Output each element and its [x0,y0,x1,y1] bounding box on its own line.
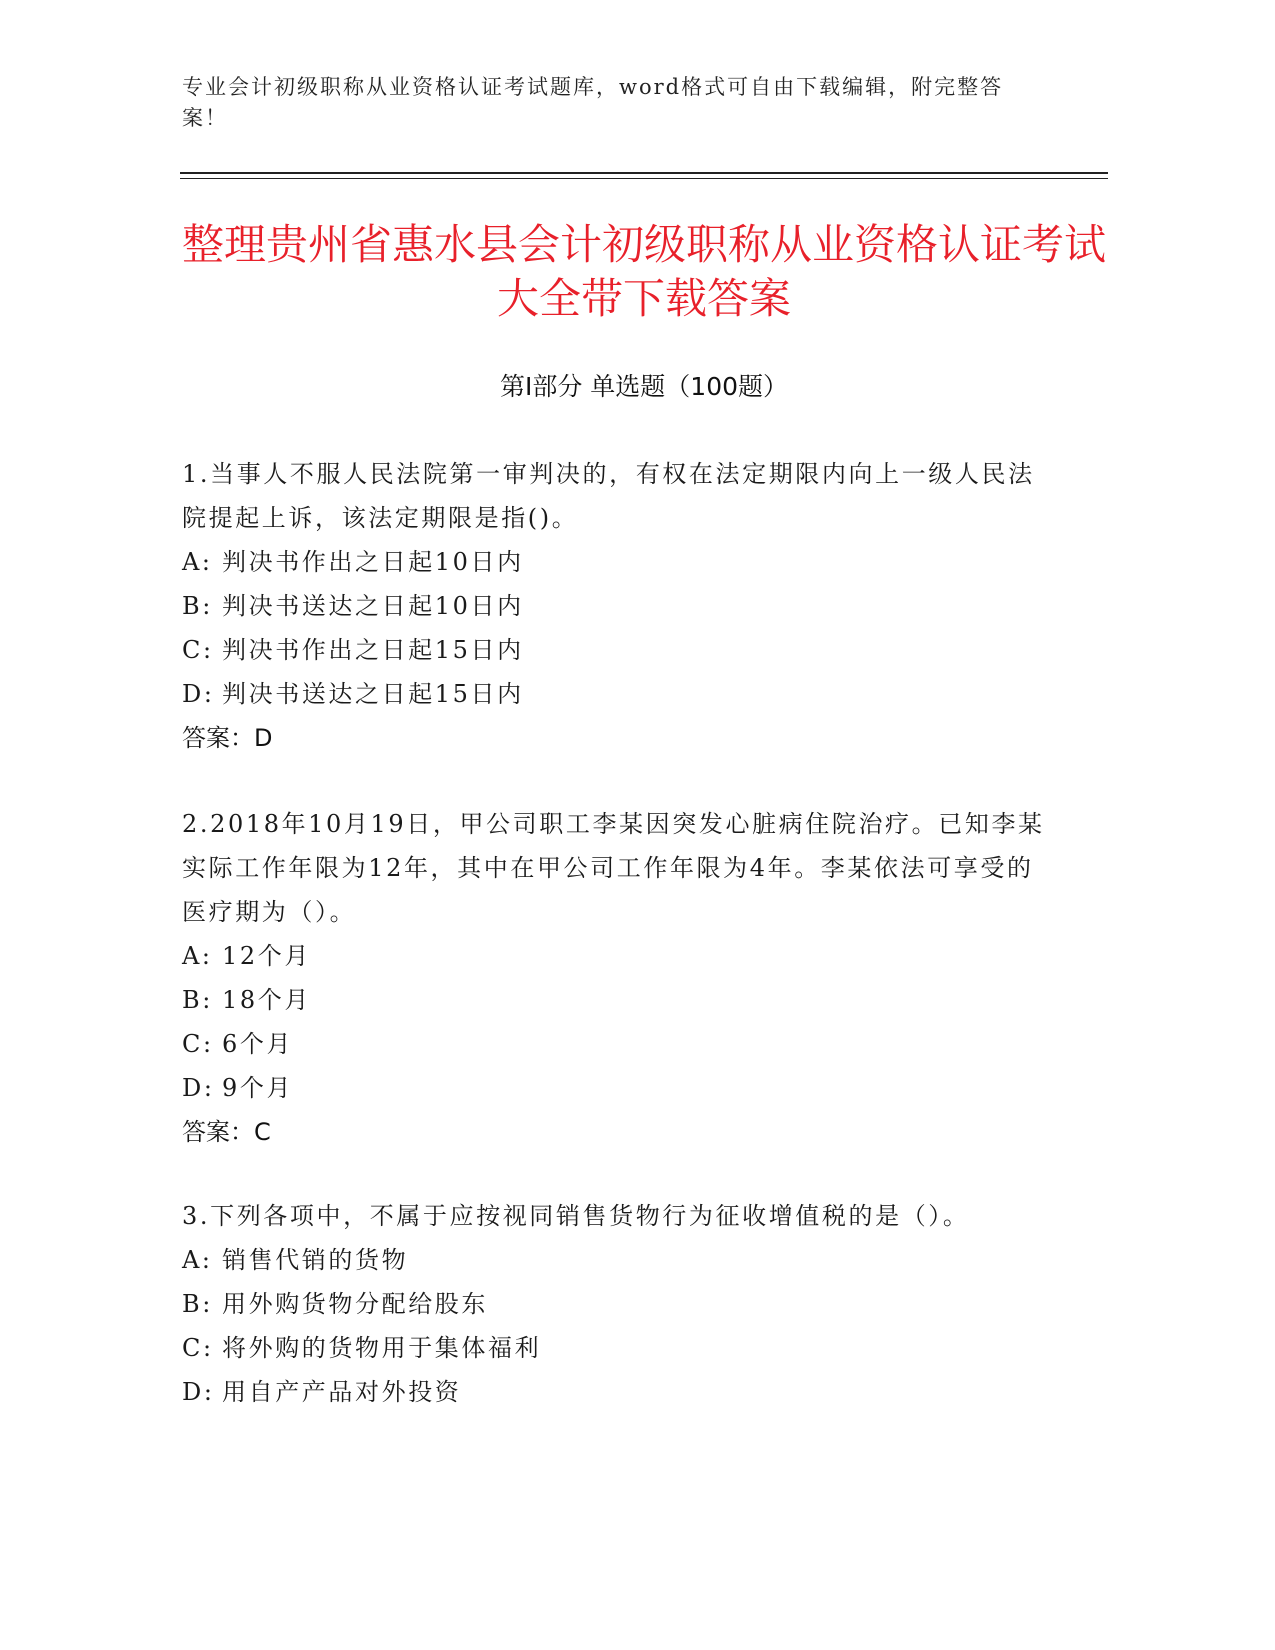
option-key: C: [182,1030,214,1058]
question-stem: 1.当事人不服人民法院第一审判决的，有权在法定期限内向上一级人民法院提起上诉，该法定期限是指()。 [182,460,1035,532]
option-text: 判决书作出之日起10日内 [222,548,524,576]
option-a[interactable] [182,1238,1052,1282]
option-text: 12个月 [222,942,311,970]
option-key: B: [182,1290,213,1318]
option-key: A: [182,1246,213,1274]
option-text: 用外购货物分配给股东 [222,1290,488,1318]
option-c[interactable] [182,1326,1052,1370]
option-text: 判决书送达之日起10日内 [222,592,524,620]
option-key: A: [182,548,213,576]
option-key: D: [182,1378,215,1406]
header-note: 专业会计初级职称从业资格认证考试题库，word格式可自由下载编辑，附完整答案！ [182,75,1004,130]
option-d[interactable] [182,1370,1052,1414]
answer-line: 答案：D [182,724,273,752]
option-text: 用自产产品对外投资 [222,1378,462,1406]
question-1 [182,452,1052,760]
option-text: 9个月 [222,1074,294,1102]
option-c[interactable] [182,1022,1052,1066]
section-heading: 第Ⅰ部分 单选题（100题） [499,372,789,401]
question-2 [182,802,1052,1154]
option-key: C: [182,636,214,664]
option-key: C: [182,1334,214,1362]
option-b[interactable] [182,584,1052,628]
question-stem: 3.下列各项中，不属于应按视同销售货物行为征收增值税的是（）。 [182,1202,970,1230]
option-d[interactable] [182,672,1052,716]
option-b[interactable] [182,978,1052,1022]
option-text: 18个月 [222,986,311,1014]
option-key: B: [182,592,213,620]
question-stem: 2.2018年10月19日，甲公司职工李某因突发心脏病住院治疗。已知李某实际工作年限为12年，其中在甲公司工作年限为4年。李某依法可享受的医疗期为（）。 [182,810,1045,926]
option-text: 将外购的货物用于集体福利 [222,1334,542,1362]
option-text: 6个月 [222,1030,294,1058]
option-key: B: [182,986,213,1014]
option-b[interactable] [182,1282,1052,1326]
option-key: D: [182,680,215,708]
option-text: 判决书作出之日起15日内 [222,636,524,664]
option-key: A: [182,942,213,970]
document-title: 整理贵州省惠水县会计初级职称从业资格认证考试大全带下载答案 [181,220,1106,323]
option-c[interactable] [182,628,1052,672]
option-d[interactable] [182,1066,1052,1110]
option-a[interactable] [182,934,1052,978]
answer-line: 答案：C [182,1118,271,1146]
option-text: 销售代销的货物 [222,1246,409,1274]
option-key: D: [182,1074,215,1102]
option-text: 判决书送达之日起15日内 [222,680,524,708]
header-divider-thick [180,172,1108,174]
header-divider-thin [180,178,1108,179]
option-a[interactable] [182,540,1052,584]
question-3 [182,1194,1052,1414]
